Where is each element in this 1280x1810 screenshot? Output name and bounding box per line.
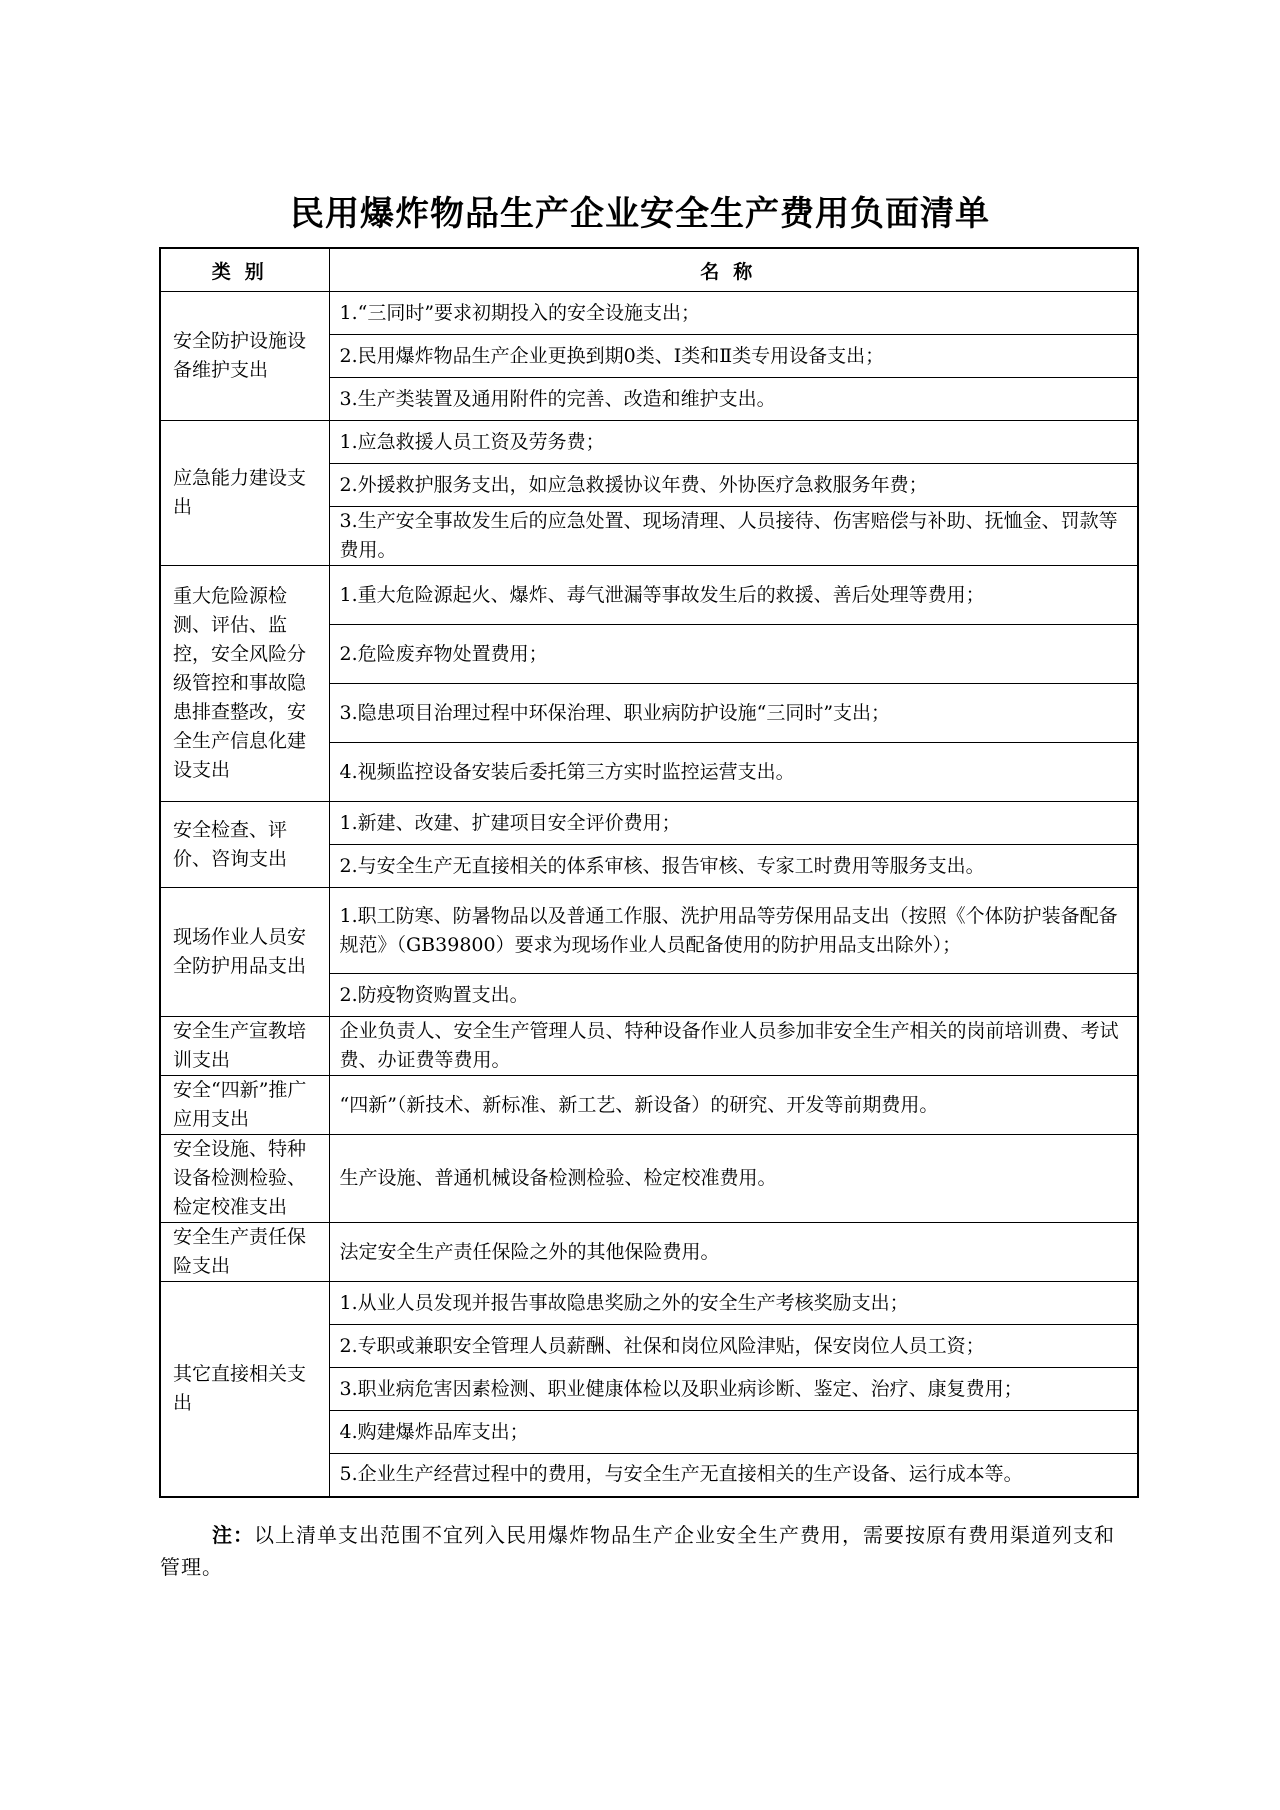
table-row xyxy=(160,1017,1138,1076)
item-cell: 2.外援救护服务支出，如应急救援协议年费、外协医疗急救服务年费； xyxy=(329,464,1138,507)
footnote-label: 注： xyxy=(212,1523,254,1547)
category-cell: 安全防护设施设备维护支出 xyxy=(160,292,329,421)
table-row xyxy=(160,1223,1138,1282)
category-cell: 安全生产责任保险支出 xyxy=(160,1223,329,1282)
column-header-name: 名称 xyxy=(329,248,1138,292)
category-cell: 安全检查、评价、咨询支出 xyxy=(160,802,329,888)
item-cell: 3.隐患项目治理过程中环保治理、职业病防护设施“三同时”支出； xyxy=(329,684,1138,743)
category-cell: 重大危险源检测、评估、监控，安全风险分级管控和事故隐患排查整改，安全生产信息化建设支出 xyxy=(160,566,329,802)
table-row xyxy=(160,1282,1138,1325)
item-cell: 5.企业生产经营过程中的费用，与安全生产无直接相关的生产设备、运行成本等。 xyxy=(329,1454,1138,1497)
category-cell: 安全设施、特种设备检测检验、检定校准支出 xyxy=(160,1135,329,1223)
item-cell: 2.与安全生产无直接相关的体系审核、报告审核、专家工时费用等服务支出。 xyxy=(329,845,1138,888)
item-cell: “四新”（新技术、新标准、新工艺、新设备）的研究、开发等前期费用。 xyxy=(329,1076,1138,1135)
item-cell: 1.从业人员发现并报告事故隐患奖励之外的安全生产考核奖励支出； xyxy=(329,1282,1138,1325)
item-cell: 企业负责人、安全生产管理人员、特种设备作业人员参加非安全生产相关的岗前培训费、考试费、办证费等费用。 xyxy=(329,1017,1138,1076)
table-row xyxy=(160,292,1138,335)
table-row xyxy=(160,888,1138,974)
item-cell: 2.民用爆炸物品生产企业更换到期0类、Ⅰ类和Ⅱ类专用设备支出； xyxy=(329,335,1138,378)
category-cell: 现场作业人员安全防护用品支出 xyxy=(160,888,329,1017)
item-cell: 3.职业病危害因素检测、职业健康体检以及职业病诊断、鉴定、治疗、康复费用； xyxy=(329,1368,1138,1411)
item-cell: 1.职工防寒、防暑物品以及普通工作服、洗护用品等劳保用品支出（按照《个体防护装备配备规范》（GB39800）要求为现场作业人员配备使用的防护用品支出除外）； xyxy=(329,888,1138,974)
page-title: 民用爆炸物品生产企业安全生产费用负面清单 xyxy=(290,194,990,234)
category-cell: 其它直接相关支出 xyxy=(160,1282,329,1497)
table-body xyxy=(160,292,1138,1497)
item-cell: 4.购建爆炸品库支出； xyxy=(329,1411,1138,1454)
item-cell: 生产设施、普通机械设备检测检验、检定校准费用。 xyxy=(329,1135,1138,1223)
item-cell: 3.生产类装置及通用附件的完善、改造和维护支出。 xyxy=(329,378,1138,421)
item-cell: 1.应急救援人员工资及劳务费； xyxy=(329,421,1138,464)
item-cell: 2.危险废弃物处置费用； xyxy=(329,625,1138,684)
item-cell: 1.“三同时”要求初期投入的安全设施支出； xyxy=(329,292,1138,335)
category-cell: 应急能力建设支出 xyxy=(160,421,329,566)
item-cell: 3.生产安全事故发生后的应急处置、现场清理、人员接待、伤害赔偿与补助、抚恤金、罚款等费用。 xyxy=(329,507,1138,566)
footnote xyxy=(160,1519,1120,1583)
table-row xyxy=(160,1135,1138,1223)
table-row xyxy=(160,802,1138,845)
table-row xyxy=(160,566,1138,625)
category-cell: 安全“四新”推广应用支出 xyxy=(160,1076,329,1135)
item-cell: 法定安全生产责任保险之外的其他保险费用。 xyxy=(329,1223,1138,1282)
item-cell: 2.防疫物资购置支出。 xyxy=(329,974,1138,1017)
table-row xyxy=(160,421,1138,464)
column-header-category: 类别 xyxy=(160,248,329,292)
negative-list-table xyxy=(159,247,1139,1498)
item-cell: 4.视频监控设备安装后委托第三方实时监控运营支出。 xyxy=(329,743,1138,802)
item-cell: 1.重大危险源起火、爆炸、毒气泄漏等事故发生后的救援、善后处理等费用； xyxy=(329,566,1138,625)
table-header-row xyxy=(160,248,1138,292)
footnote-text: 以上清单支出范围不宜列入民用爆炸物品生产企业安全生产费用，需要按原有费用渠道列支和管理。 xyxy=(160,1523,1115,1579)
item-cell: 2.专职或兼职安全管理人员薪酬、社保和岗位风险津贴，保安岗位人员工资； xyxy=(329,1325,1138,1368)
item-cell: 1.新建、改建、扩建项目安全评价费用； xyxy=(329,802,1138,845)
table-row xyxy=(160,1076,1138,1135)
category-cell: 安全生产宣教培训支出 xyxy=(160,1017,329,1076)
